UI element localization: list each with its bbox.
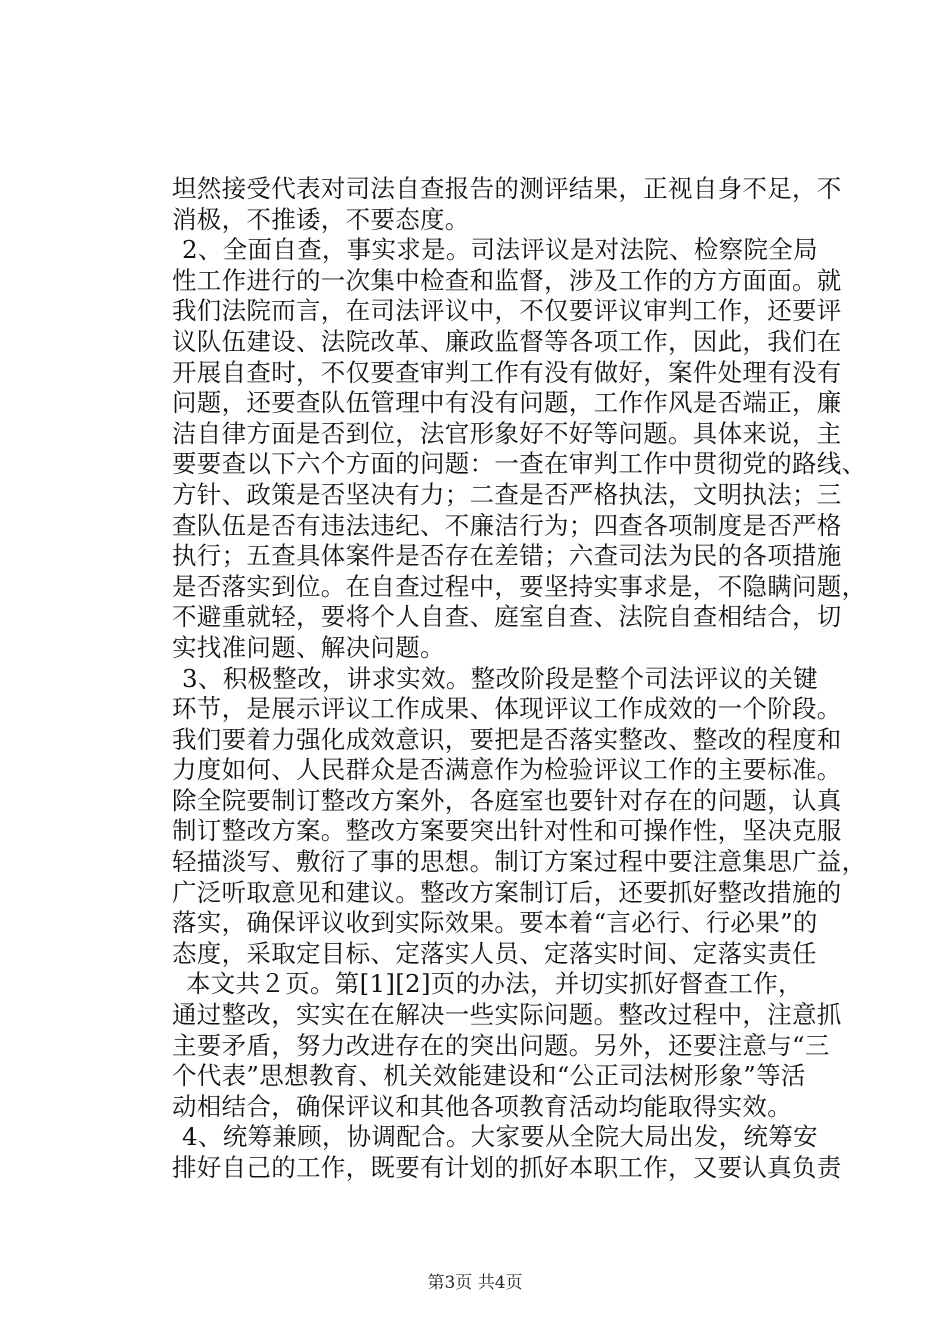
page-number-footer: 第3页 共4页 bbox=[427, 1273, 523, 1293]
text-line: 查队伍是否有违法违纪、不廉洁行为；四查各项制度是否严格 bbox=[172, 510, 842, 540]
text-line: 方针、政策是否坚决有力；二查是否严格执法，文明执法；三 bbox=[172, 479, 842, 509]
text-line: 我们法院而言，在司法评议中，不仅要评议审判工作，还要评 bbox=[172, 296, 842, 326]
text-line: 坦然接受代表对司法自查报告的测评结果，正视自身不足，不 bbox=[172, 174, 842, 203]
text-line: 主要矛盾，努力改进存在的突出问题。另外，还要注意与“三 bbox=[172, 1030, 830, 1060]
paragraph-start-line: 4、统筹兼顾，协调配合。大家要从全院大局出发，统筹安 bbox=[182, 1122, 818, 1152]
text-line: 动相结合，确保评议和其他各项教育活动均能取得实效。 bbox=[172, 1091, 792, 1121]
text-line: 执行；五查具体案件是否存在差错；六查司法为民的各项措施 bbox=[172, 541, 842, 571]
text-line: 是否落实到位。在自查过程中，要坚持实事求是，不隐瞒问题， bbox=[172, 571, 867, 601]
paragraph-start-line: 2、全面自查，事实求是。司法评议是对法院、检察院全局 bbox=[182, 235, 818, 265]
text-line: 不避重就轻，要将个人自查、庭室自查、法院自查相结合，切 bbox=[172, 602, 842, 632]
text-line: 消极，不推诿，不要态度。 bbox=[172, 204, 470, 234]
page-break-line: 本文共２页。第[1][2]页的办法，并切实抓好督查工作， bbox=[186, 969, 803, 999]
paragraph-start-line: 3、积极整改，讲求实效。整改阶段是整个司法评议的关键 bbox=[182, 663, 818, 693]
text-line: 轻描淡写、敷衍了事的思想。制订方案过程中要注意集思广益， bbox=[172, 847, 867, 877]
text-line: 议队伍建设、法院改革、廉政监督等各项工作，因此，我们在 bbox=[172, 326, 842, 356]
text-line: 排好自己的工作，既要有计划的抓好本职工作，又要认真负责 bbox=[172, 1153, 842, 1182]
text-line: 环节，是展示评议工作成果、体现评议工作成效的一个阶段。 bbox=[172, 694, 842, 724]
text-line: 除全院要制订整改方案外，各庭室也要针对存在的问题，认真 bbox=[172, 785, 842, 815]
text-line: 力度如何、人民群众是否满意作为检验评议工作的主要标准。 bbox=[172, 755, 842, 785]
text-line: 性工作进行的一次集中检查和监督，涉及工作的方方面面。就 bbox=[172, 265, 842, 295]
text-line: 洁自律方面是否到位，法官形象好不好等问题。具体来说，主 bbox=[172, 418, 842, 448]
text-line: 问题，还要查队伍管理中有没有问题，工作作风是否端正，廉 bbox=[172, 388, 842, 418]
text-line: 落实，确保评议收到实际效果。要本着“言必行、行必果”的 bbox=[172, 908, 818, 938]
text-line: 个代表”思想教育、机关效能建设和“公正司法树形象”等活 bbox=[172, 1061, 806, 1091]
text-line: 通过整改，实实在在解决一些实际问题。整改过程中，注意抓 bbox=[172, 1000, 842, 1030]
text-line: 开展自查时，不仅要查审判工作有没有做好，案件处理有没有 bbox=[172, 357, 842, 387]
text-line: 要要查以下六个方面的问题：一查在审判工作中贯彻党的路线、 bbox=[172, 449, 867, 479]
text-line: 实找准问题、解决问题。 bbox=[172, 632, 445, 662]
text-line: 广泛听取意见和建议。整改方案制订后，还要抓好整改措施的 bbox=[172, 877, 842, 907]
document-body bbox=[172, 174, 867, 1184]
text-line: 态度，采取定目标、定落实人员、定落实时间、定落实责任 bbox=[172, 938, 817, 968]
text-line: 我们要着力强化成效意识，要把是否落实整改、整改的程度和 bbox=[172, 724, 842, 754]
text-line: 制订整改方案。整改方案要突出针对性和可操作性，坚决克服 bbox=[172, 816, 842, 846]
